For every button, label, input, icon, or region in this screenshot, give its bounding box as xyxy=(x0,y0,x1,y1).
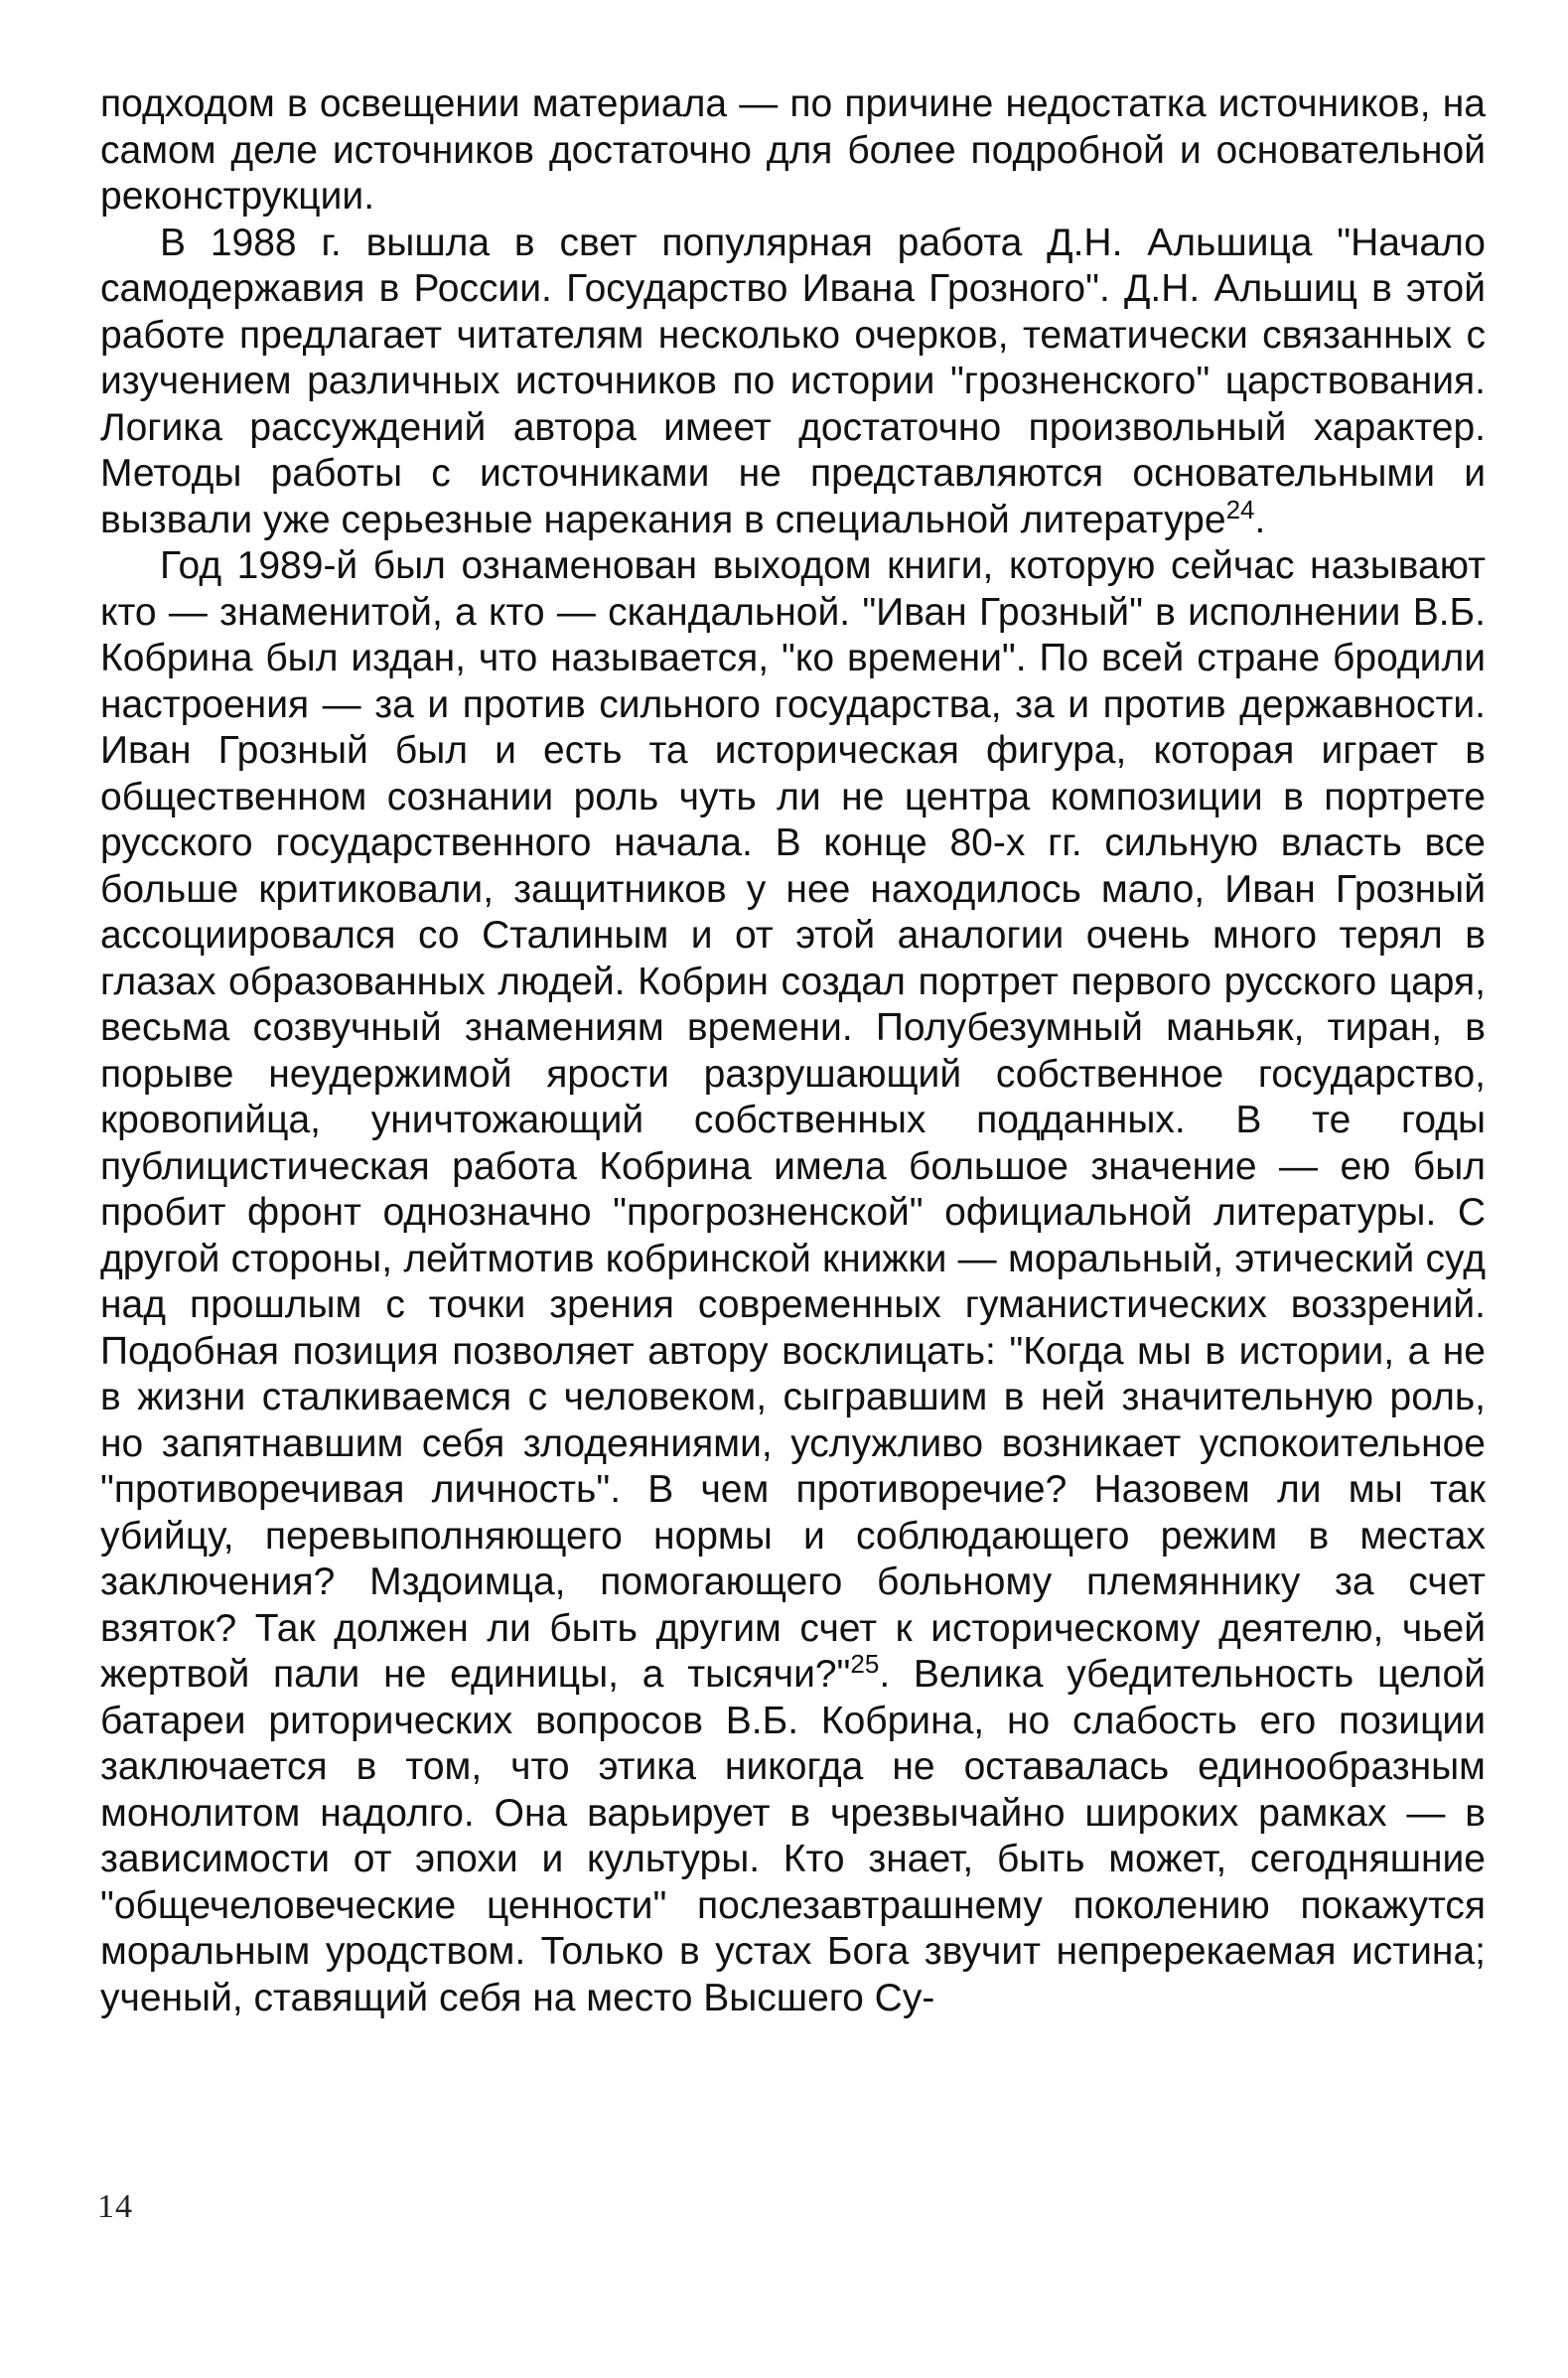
footnote-marker: 25 xyxy=(850,1649,880,1679)
paragraph-kobrin xyxy=(100,543,1486,2021)
paragraph-altshits xyxy=(100,221,1486,544)
paragraph-text: Год 1989-й был ознаменован выходом книги, которую сейчас называют кто — знаменитой, а кто — скандальной. "Иван Грозный" в исполнении В.Б. Кобрина был издан, что называется, "ко времени". По всей стране бродили настроения — за и против сильного государства, за и против державности. Иван Грозный был и есть та историческая фигура, которая играет в общественном сознании роль чуть ли не центра композиции в портрете русского государственного начала. В конце 80-х гг. сильную власть все больше критиковали, защитников у нее находилось мало, Иван Грозный ассоциировался со Сталиным и от этой аналогии очень много терял в глазах образованных людей. Кобрин создал портрет первого русского царя, весьма созвучный знамениям времени. Полубезумный маньяк, тиран, в порыве неудержимой ярости разрушающий собственное государство, кровопийца, уничтожающий собственных подданных. В те годы публицистическая работа Кобрина имела большое значение — ею был пробит фронт однозначно "прогрозненской" официальной литературы. С другой стороны, лейтмотив кобринской книжки — моральный, этический суд над прошлым с точки зрения современных гуманистических воззрений. Подобная позиция позволяет автору восклицать: "Когда мы в истории, а не в жизни сталкиваемся с человеком, сыгравшим в ней значительную роль, но запятнавшим себя злодеяниями, услужливо возникает успокоительное "противоречивая личность". В чем противоречие? Назовем ли мы так убийцу, перевыполняющего нормы и соблюдающего режим в местах заключения? Мздоимца, помогающего больному племяннику за счет взяток? Так должен ли быть другим счет к историческому деятелю, чьей жертвой пали не единицы, а тысячи?" xyxy=(100,544,1486,1696)
page-number: 14 xyxy=(97,2188,133,2225)
paragraph-continuation xyxy=(100,81,1486,221)
paragraph-tail: . xyxy=(1254,498,1266,541)
paragraph-tail: . Велика убедительность целой батареи риторических вопросов В.Б. Кобрина, но слабость его позиции заключается в том, что этика никогда не оставалась единообразным монолитом надолго. Она варьирует в чрезвычайно широких рамках — в зависимости от эпохи и культуры. Кто знает, быть может, сегодняшние "общечеловеческие ценности" послезавтрашнему поколению покажутся моральным уродством. Только в устах Бога звучит непререкаемая истина; ученый, ставящий себя на место Высшего Су- xyxy=(100,1653,1486,2019)
body-text xyxy=(100,81,1486,2021)
paragraph-text: В 1988 г. вышла в свет популярная работа Д.Н. Альшица "Начало самодержавия в России. Государство Ивана Грозного". Д.Н. Альшиц в этой работе предлагает читателям несколько очерков, тематически связанных с изучением различных источников по истории "грозненского" царствования. Логика рассуждений автора имеет достаточно произвольный характер. Методы работы с источниками не представляются основательными и вызвали уже серьезные нарекания в специальной литературе xyxy=(100,221,1486,541)
footnote-marker: 24 xyxy=(1225,494,1255,524)
paragraph-text: подходом в освещении материала — по причине недостатка источников, на самом деле источников достаточно для более подробной и основательной реконструкции. xyxy=(100,82,1486,218)
